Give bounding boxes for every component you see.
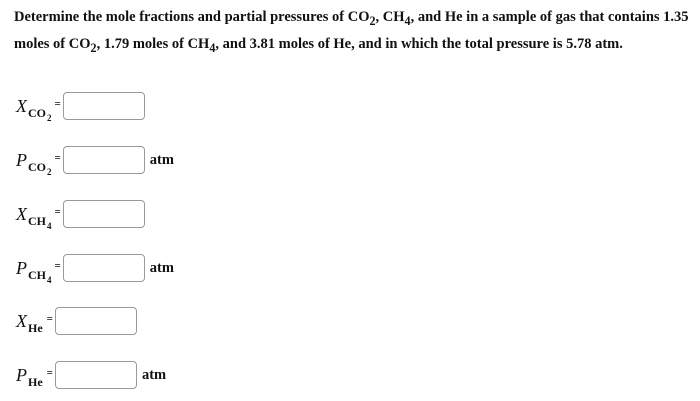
unit-label-atm: atm [149,151,174,168]
answer-row-p-co2 [16,144,174,176]
unit-label-atm: atm [141,366,167,383]
partial-pressure-ch4-input[interactable] [63,254,145,282]
mole-fraction-co2-label: X $CO_2$ [16,95,52,123]
mole-fraction-he-input[interactable] [55,307,137,335]
mole-fraction-ch4-label: X $CH_4$ [16,203,52,231]
mole-fraction-ch4-input[interactable] [63,200,145,228]
answer-row-p-he [16,359,166,391]
unit-label-atm: atm [149,259,174,276]
question-text: Determine the mole fractions and partial pressures of $CO_2$, $CH_4$, and He in a sample of gas that contains 1.35 moles of $CO_2$, 1.79 moles of $CH_4$, and 3.81 moles of He, and in which the total pressure is 5.78 atm. [14,9,689,55]
answer-row-x-ch4 [16,198,150,230]
equals-sign: = [46,367,53,379]
partial-pressure-ch4-label: P $CH_4$ [16,257,52,285]
answer-row-x-co2 [16,90,150,122]
mole-fraction-co2-input[interactable] [63,92,145,120]
equals-sign: = [54,260,61,272]
equals-sign: = [46,313,53,325]
partial-pressure-he-label: P He [16,364,43,389]
answer-row-x-he [16,305,142,337]
partial-pressure-co2-input[interactable] [63,146,145,174]
equals-sign: = [54,206,61,218]
equals-sign: = [54,152,61,164]
partial-pressure-co2-label: P $CO_2$ [16,149,52,177]
partial-pressure-he-input[interactable] [55,361,137,389]
equals-sign: = [54,98,61,110]
answer-row-p-ch4 [16,252,174,284]
mole-fraction-he-label: X He [16,310,43,335]
